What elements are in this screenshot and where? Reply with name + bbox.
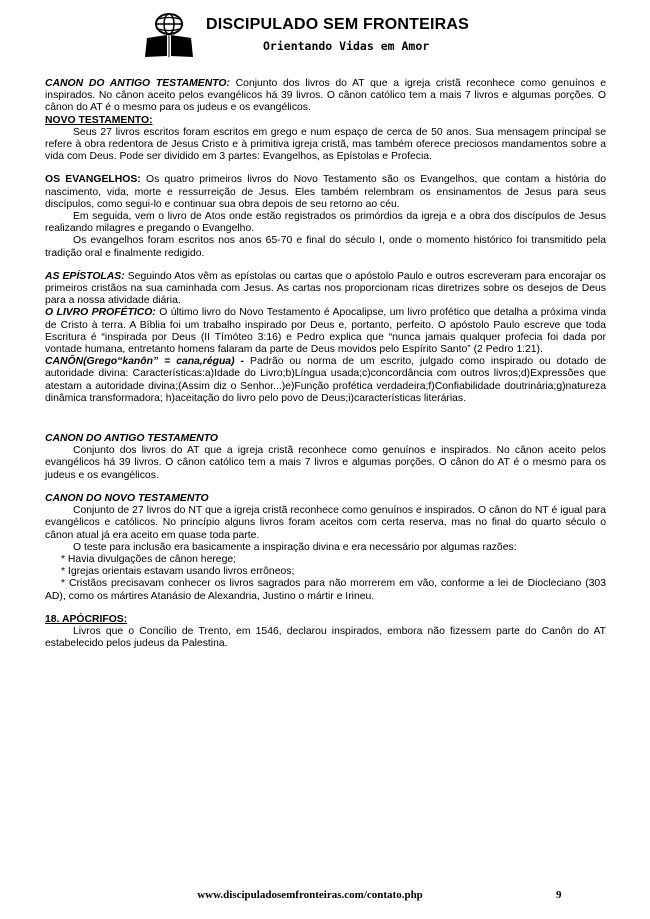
section-text: Conjunto de 27 livros do NT que a igreja cristã reconhece como genuínos e inspirados. O cânon do NT é igual para evangélicos e católicos. No princípio alguns livros foram aceitos com certa reserva, mas no final do quarto século o cânon atual já era aceito em quase toda parte.	[45, 505, 606, 541]
section-epistolas	[45, 271, 606, 308]
section-heading: CANÔN(Grego“kanôn” = cana,régua) -	[45, 356, 245, 368]
section-paragraph: Em seguida, vem o livro de Atos onde estão registrados os primórdios da igreja e a obra dos discípulos de Jesus realizando milagres e pregando o Evangelho.	[45, 211, 606, 235]
section-paragraph: O teste para inclusão era basicamente a inspiração divina e era necessário por algumas razões:	[73, 541, 517, 553]
section-canon-nt	[45, 493, 606, 603]
section-text: Livros que o Concílio de Trento, em 1546, declarou inspirados, embora não fizessem parte do Canôn do AT estabelecido pelos judeus da Palestina.	[45, 625, 606, 650]
section-text: Padrão ou norma de um escrito, julgado como inspirado ou dotado de autoridade divina: Características:a)Idade do Livro;b)Língua usada;c)concordância com outros livros;d)Expressões que atestam a autoridade divina;(Assim diz o Senhor...)e)Função profética verdadeira;f)Confiabilidade doutrinária;g)natureza dinâmica transformadora; h)aceitação do livro pelo povo de Deus;i)características literárias.	[45, 356, 606, 404]
section-heading: CANON DO ANTIGO TESTAMENTO:	[45, 78, 230, 89]
footer-link[interactable]: www.discipuladosemfronteiras.com/contato.php	[197, 889, 423, 901]
footer-url	[0, 889, 650, 901]
section-heading: O LIVRO PROFÉTICO:	[45, 307, 156, 319]
section-novo-testamento	[45, 115, 606, 164]
list-item: * Igrejas orientais estavam usando livros errôneos;	[61, 566, 295, 578]
section-text: Os quatro primeiros livros do Novo Testamento são os Evangelhos, que contam a história do nascimento, vida, morte e ressurreição de Jesus. Eles também relembram os ensinamentos de Jesus para seus discípulos, como segui-lo e continuar sua obra depois de seu retorno ao céu.	[45, 174, 606, 210]
section-profetico	[45, 307, 606, 356]
section-heading: OS EVANGELHOS:	[45, 174, 141, 186]
section-evangelhos	[45, 174, 606, 259]
section-heading: 18. APÓCRIFOS:	[45, 613, 128, 625]
section-canon-at	[45, 433, 606, 482]
section-canon-definition	[45, 356, 606, 405]
globe-bible-logo-icon	[143, 12, 195, 58]
section-text: Conjunto dos livros do AT que a igreja cristã reconhece como genuínos e inspirados. No cânon aceito pelos evangélicos há 39 livros. O cânon católico tem a mais 7 livros e algumas porções. O cânon do AT é o mesmo para os judeus e os evangélicos.	[45, 445, 606, 481]
list-item: * Havia divulgações de cânon herege;	[61, 553, 237, 565]
section-text: Conjunto dos livros do AT que a igreja cristã reconhece como genuínos e inspirados. No cânon aceito pelos evangélicos há 39 livros. O cânon católico tem a mais 7 livros e algumas porções. O cânon do AT é o mesmo para os judeus e os evangélicos.	[45, 78, 606, 114]
section-heading: CANON DO ANTIGO TESTAMENTO	[45, 433, 218, 445]
site-subtitle: Orientando Vidas em Amor	[263, 39, 430, 53]
section-canon-at-intro	[45, 78, 606, 115]
section-text: Seguindo Atos vêm as epístolas ou cartas que o apóstolo Paulo e outros escreveram para encorajar os primeiros cristãos na sua caminhada com Jesus. As cartas nos proporcionam ricas diretrizes sobre os desejos de Deus para a nossa atividade diária.	[45, 270, 607, 307]
section-paragraph	[45, 174, 606, 211]
section-paragraph: Os evangelhos foram escritos nos anos 65-70 e final do século I, onde o momento histórico foi transmitido pela tradição oral e finalmente redigido.	[45, 235, 606, 259]
section-heading: CANON DO NOVO TESTAMENTO	[45, 492, 209, 504]
section-heading: AS EPÍSTOLAS:	[45, 270, 125, 282]
section-text: Seus 27 livros escritos foram escritos em grego e num espaço de cerca de 50 anos. Sua mensagem principal se refere à obra redentora de Jesus Cristo e à primitiva igreja cristã, mas também oferece preciosos mandamentos sobre a vida com Deus. Pode ser dividido em 3 partes: Evangelhos, as Epístolas e Profecia.	[45, 126, 606, 163]
section-heading: NOVO TESTAMENTO:	[45, 114, 153, 126]
section-text: O último livro do Novo Testamento é Apocalipse, um livro profético que detalha a próxima vinda de Cristo à terra. A Bíblia foi um trabalho inspirado por Deus e, portanto, perfeito. O apóstolo Paulo escreve que toda Escritura é “inspirada por Deus (II Tímóteo 3:16) e Pedro explica que “nunca jamais qualquer profecia foi dada por vontade humana, entretanto homens falaram da parte de Deus movidos pelo Espírito Santo” (2 Pedro 1:21).	[45, 307, 606, 356]
page-content	[45, 78, 606, 661]
page-header	[0, 10, 650, 62]
site-title: DISCIPULADO SEM FRONTEIRAS	[206, 16, 469, 33]
list-item: * Cristãos precisavam conhecer os livros sagrados para não morrerem em vão, conforme a lei de Diocleciano (303 AD), como os mártires Atanásio de Alexandria, Justino o mártir e Irineu.	[45, 578, 606, 602]
section-apocrifos	[45, 614, 606, 651]
page-number: 9	[556, 889, 562, 901]
